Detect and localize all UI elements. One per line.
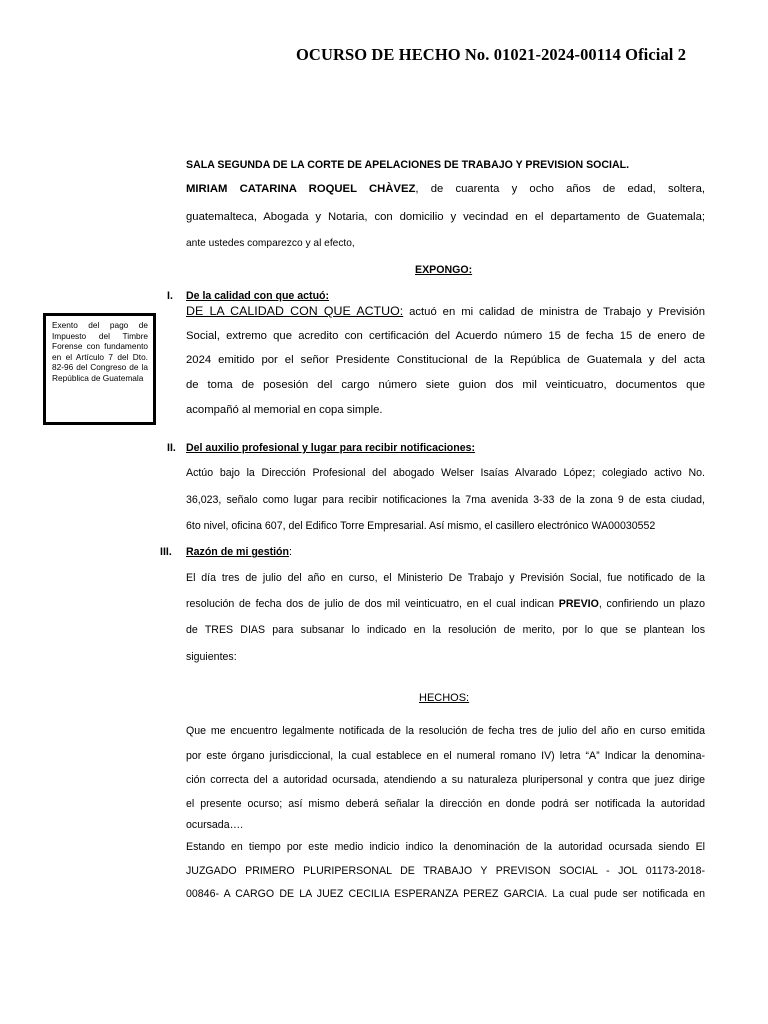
section-1-line-5: acompañó al memorial en copa simple. <box>186 404 383 416</box>
section-1-number: I. <box>167 290 173 302</box>
section-1-line-1-rest: actuó en mi calidad de ministra de Trabajo y Previsión <box>403 306 705 318</box>
section-3-heading: Razón de mi gestión <box>186 546 290 558</box>
court-heading: SALA SEGUNDA DE LA CORTE DE APELACIONES DE TRABAJO Y PREVISION SOCIAL. <box>186 159 630 171</box>
section-3-line-3: de TRES DIAS para subsanar lo indicado en la resolución de merito, por lo que se plantean los <box>186 624 705 636</box>
stamp-text: Exento del pago de Impuesto del Timbre Forense con fundamento en el Artículo 7 del Dto. 82-96 del Congreso de la República de Guatemala <box>52 320 148 383</box>
section-2-heading: Del auxilio profesional y lugar para recibir notificaciones: <box>186 442 476 454</box>
section-3-line-2-a: resolución de fecha dos de julio de dos mil veinticuatro, en el cual indican <box>186 598 559 610</box>
intro-line-1-rest: , de cuarenta y ocho años de edad, soltera, <box>415 183 705 195</box>
hechos-p2-line-3: 00846- A CARGO DE LA JUEZ CECILIA ESPERANZA PEREZ GARCIA. La cual pude ser notificada en <box>186 888 705 900</box>
hechos-p1-line-3: ción correcta del a autoridad ocursada, atendiendo a su naturaleza pluripersonal y contra que juez dirige <box>186 774 705 786</box>
intro-line-3: ante ustedes comparezco y al efecto, <box>186 238 355 249</box>
intro-line-1 <box>186 183 705 195</box>
hechos-heading: HECHOS: <box>419 692 470 704</box>
section-3-number: III. <box>160 546 172 558</box>
section-1-lead: DE LA CALIDAD CON QUE ACTUO: <box>186 304 404 318</box>
previo-keyword: PREVIO <box>558 598 599 610</box>
hechos-p1-line-1: Que me encuentro legalmente notificada de la resolución de fecha tres de julio del año en curso emitida <box>186 725 705 737</box>
document-title: OCURSO DE HECHO No. 01021-2024-00114 Oficial 2 <box>296 45 687 64</box>
section-1-heading: De la calidad con que actuó: <box>186 290 330 302</box>
hechos-p2-line-2: JUZGADO PRIMERO PLURIPERSONAL DE TRABAJO Y PREVISON SOCIAL - JOL 01173-2018- <box>186 865 705 877</box>
hechos-p2-line-1: Estando en tiempo por este medio indicio indico la denominación de la autoridad ocursada siendo El <box>186 841 705 853</box>
section-2-line-1: Actúo bajo la Dirección Profesional del abogado Welser Isaías Alvarado López; colegiado activo No. <box>186 467 705 479</box>
hechos-p1-line-5: ocursada…. <box>186 819 244 831</box>
section-3-line-2 <box>186 598 705 610</box>
section-1-line-4: de toma de posesión del cargo número siete guion dos mil veinticuatro, documentos que <box>186 379 705 391</box>
section-3-line-4: siguientes: <box>186 651 237 663</box>
section-3-heading-suffix: : <box>289 546 292 558</box>
section-3-heading-wrap <box>186 546 292 558</box>
intro-line-2: guatemalteca, Abogada y Notaria, con domicilio y vecindad en el departamento de Guatemala; <box>186 211 705 223</box>
section-1-line-1 <box>186 304 705 318</box>
hechos-p1-line-2: por este órgano jurisdiccional, la cual establece en el numeral romano IV) letra “A” Indicar la denomina- <box>186 750 705 762</box>
section-1-line-2: Social, extremo que acredito con certificación del Acuerdo número 15 de fecha 15 de enero de <box>186 330 705 342</box>
section-2-line-3: 6to nivel, oficina 607, del Edifico Torre Empresarial. Así mismo, el casillero electrónico WA00030552 <box>186 520 656 532</box>
section-3-line-2-b: , confiriendo un plazo <box>598 598 705 610</box>
section-1-line-3: 2024 emitido por el señor Presidente Constitucional de la República de Guatemala y del acta <box>186 354 705 366</box>
section-3-line-1: El día tres de julio del año en curso, el Ministerio De Trabajo y Previsión Social, fue notificado de la <box>186 572 705 584</box>
tax-exemption-stamp <box>43 313 156 425</box>
section-2-number: II. <box>167 442 176 454</box>
hechos-p1-line-4: el presente ocurso; así mismo deberá señalar la dirección en donde podrá ser notificada la autoridad <box>186 798 705 810</box>
petitioner-name: MIRIAM CATARINA ROQUEL CHÀVEZ <box>186 183 416 195</box>
section-2-line-2: 36,023, señalo como lugar para recibir notificaciones la 7ma avenida 3-33 de la zona 9 de esta ciudad, <box>186 494 705 506</box>
expongo-heading: EXPONGO: <box>415 264 473 276</box>
